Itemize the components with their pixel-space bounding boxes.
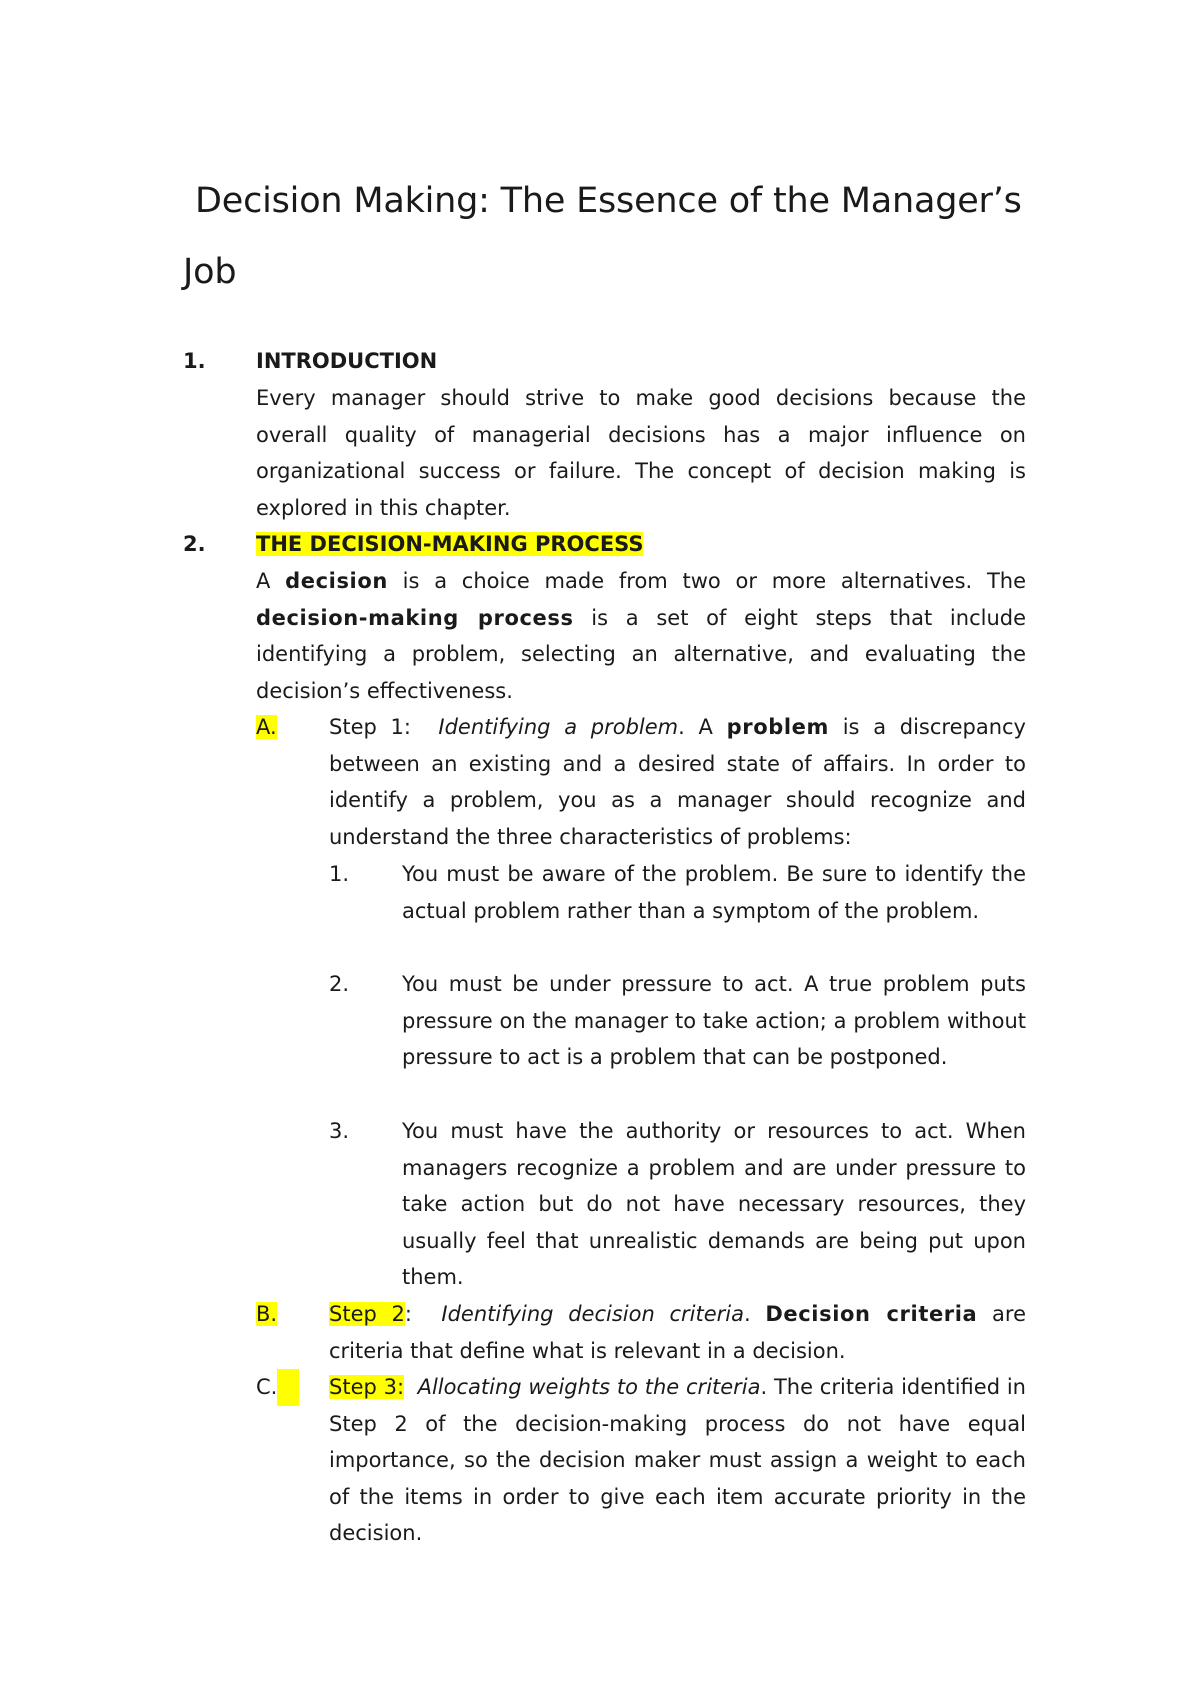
page-title: [183, 166, 1043, 308]
title-line-2: Job: [183, 252, 237, 292]
list-item-3-text: You must have the authority or resources to act. When managers recognize a problem and are under pressure to take action but do not have necessary resources, they usually feel that unrealistic demands are being put upon them.: [402, 1119, 1026, 1290]
term-problem: problem: [726, 715, 829, 739]
step-a-label: A.: [256, 715, 277, 739]
section-2-heading: THE DECISION-MAKING PROCESS: [256, 532, 644, 556]
list-item-2-number: 2.: [329, 972, 350, 996]
term-decision-making-process: decision-making process: [256, 605, 574, 630]
section-1-heading: INTRODUCTION: [256, 349, 438, 373]
step-b-label: B.: [256, 1302, 278, 1326]
step-c-body: Step 3: Allocating weights to the criteria. The criteria identified in Step 2 of the decision-making process do not have equal importance, so the decision maker must assign a weight to each of the items in order to give each item accurate priority in the decision.: [329, 1375, 1046, 1546]
step-a-body: Step 1: Identifying a problem. A problem is a discrepancy between an existing and a desired state of affairs. In order to identify a problem, you as a manager should recognize and understand the three characteristics of problems:: [329, 715, 1026, 849]
list-item-2-text: You must be under pressure to act. A true problem puts pressure on the manager to take action; a problem without pressure to act is a problem that can be postponed.: [402, 972, 1026, 1070]
list-item-1-number: 1.: [329, 862, 350, 886]
term-decision-criteria: Decision criteria: [765, 1302, 978, 1326]
list-item-3-number: 3.: [329, 1119, 350, 1143]
section-2-body: A decision is a choice made from two or more alternatives. The decision-making process is a set of eight steps that include identifying a problem, selecting an alternative, and evaluating the decision’s effectiveness.: [256, 569, 1027, 703]
list-item-1-text: You must be aware of the problem. Be sure to identify the actual problem rather than a symptom of the problem.: [402, 862, 1026, 923]
section-1-body: Every manager should strive to make good decisions because the overall quality of managerial decisions has a major influence on organizational success or failure. The concept of decision making is explored in this chapter.: [256, 386, 1026, 520]
section-2-number: 2.: [183, 532, 206, 556]
step-b-body: Step 2: Identifying decision criteria. Decision criteria are criteria that define what is relevant in a decision.: [329, 1302, 1026, 1363]
term-decision: decision: [285, 569, 388, 593]
section-1-number: 1.: [183, 349, 206, 373]
title-line-1: Decision Making: The Essence of the Manager’s: [195, 181, 1022, 221]
step-c-label: C.: [256, 1369, 299, 1406]
